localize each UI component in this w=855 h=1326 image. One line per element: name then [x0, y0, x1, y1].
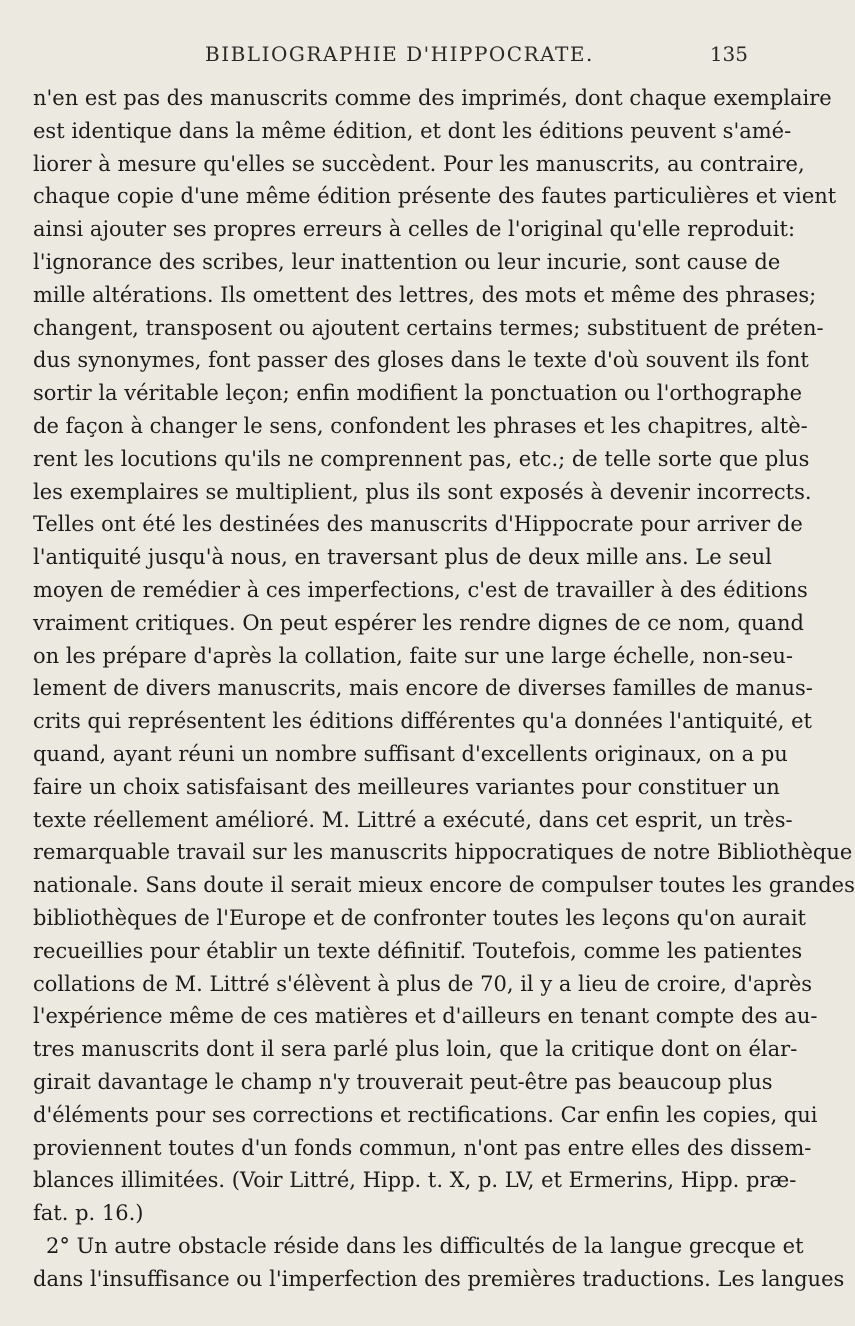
- text-line: rent les locutions qu'ils ne comprennent pas, etc.; de telle sorte que plus: [33, 446, 810, 471]
- text-line: liorer à mesure qu'elles se succèdent. Pour les manuscrits, au contraire,: [33, 151, 805, 176]
- text-line: ainsi ajouter ses propres erreurs à celles de l'original qu'elle reproduit:: [33, 217, 796, 242]
- text-line: d'éléments pour ses corrections et rectifications. Car enfin les copies, qui: [33, 1102, 818, 1127]
- text-line: Telles ont été les destinées des manuscrits d'Hippocrate pour arriver de: [33, 512, 803, 537]
- text-line: chaque copie d'une même édition présente des fautes particulières et vient: [33, 184, 837, 209]
- text-line: tres manuscrits dont il sera parlé plus loin, que la critique dont on élar-: [33, 1037, 798, 1062]
- page-number: 135: [709, 42, 748, 66]
- text-line: texte réellement amélioré. M. Littré a exécuté, dans cet esprit, un très-: [33, 807, 793, 832]
- text-line: collations de M. Littré s'élèvent à plus de 70, il y a lieu de croire, d'après: [33, 971, 813, 996]
- text-line: les exemplaires se multiplient, plus ils sont exposés à devenir incorrects.: [33, 479, 812, 504]
- body-text: [33, 82, 855, 1295]
- paragraph-end-line: fat. p. 16.): [33, 1201, 144, 1226]
- text-line: bibliothèques de l'Europe et de confronter toutes les leçons qu'on aurait: [33, 905, 807, 930]
- paragraph-start-line: 2° Un autre obstacle réside dans les difficultés de la langue grecque et: [46, 1233, 804, 1258]
- text-line: l'ignorance des scribes, leur inattention ou leur incurie, sont cause de: [33, 249, 781, 274]
- text-line: crits qui représentent les éditions différentes qu'a données l'antiquité, et: [33, 709, 812, 734]
- text-line: changent, transposent ou ajoutent certains termes; substituent de préten-: [33, 315, 824, 340]
- text-line: n'en est pas des manuscrits comme des imprimés, dont chaque exemplaire: [33, 86, 832, 110]
- text-line: blances illimitées. (Voir Littré, Hipp. t. X, p. LV, et Ermerins, Hipp. præ-: [33, 1168, 797, 1193]
- text-line: recueillies pour établir un texte définitif. Toutefois, comme les patientes: [33, 938, 803, 963]
- text-line: moyen de remédier à ces imperfections, c'est de travailler à des éditions: [33, 577, 808, 602]
- text-line: nationale. Sans doute il serait mieux encore de compulser toutes les grandes: [33, 873, 855, 898]
- text-line: girait davantage le champ n'y trouverait peut-être pas beaucoup plus: [33, 1069, 773, 1094]
- text-line: lement de divers manuscrits, mais encore de diverses familles de manus-: [33, 676, 813, 701]
- running-title: BIBLIOGRAPHIE D'HIPPOCRATE.: [205, 42, 594, 66]
- text-line: est identique dans la même édition, et dont les éditions peuvent s'amé-: [33, 118, 792, 143]
- text-line: dans l'insuffisance ou l'imperfection des premières traductions. Les langues: [33, 1266, 845, 1291]
- text-line: proviennent toutes d'un fonds commun, n'ont pas entre elles des dissem-: [33, 1135, 812, 1160]
- text-line: remarquable travail sur les manuscrits hippocratiques de notre Bibliothèque: [33, 840, 853, 865]
- text-line: de façon à changer le sens, confondent les phrases et les chapitres, altè-: [33, 413, 808, 438]
- text-line: sortir la véritable leçon; enfin modifient la ponctuation ou l'orthographe: [33, 381, 803, 406]
- text-line: on les prépare d'après la collation, faite sur une large échelle, non-seu-: [33, 643, 793, 668]
- text-line: l'expérience même de ces matières et d'ailleurs en tenant compte des au-: [33, 1004, 818, 1029]
- page-header: [0, 42, 800, 72]
- text-line: dus synonymes, font passer des gloses dans le texte d'où souvent ils font: [33, 348, 809, 373]
- text-line: l'antiquité jusqu'à nous, en traversant plus de deux mille ans. Le seul: [33, 545, 772, 570]
- text-line: mille altérations. Ils omettent des lettres, des mots et même des phrases;: [33, 282, 817, 307]
- text-line: quand, ayant réuni un nombre suffisant d'excellents originaux, on a pu: [33, 741, 788, 766]
- text-line: vraiment critiques. On peut espérer les rendre dignes de ce nom, quand: [33, 610, 804, 635]
- text-line: faire un choix satisfaisant des meilleures variantes pour constituer un: [33, 774, 780, 799]
